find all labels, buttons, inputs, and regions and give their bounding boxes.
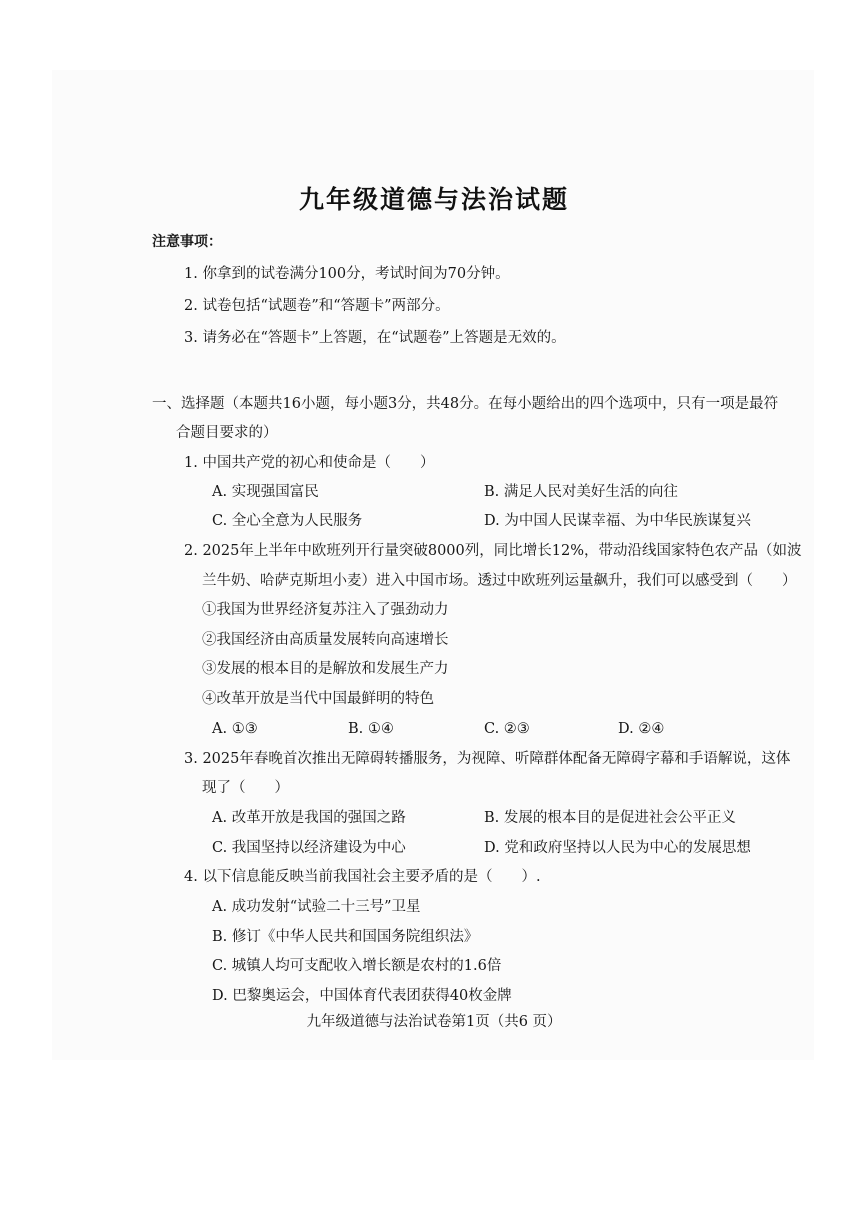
q1-option-c: C. 全心全意为人民服务 <box>212 513 363 529</box>
q4-option-c: C. 城镇人均可支配收入增长额是农村的1.6倍 <box>212 958 502 974</box>
q1-stem: 1. 中国共产党的初心和使命是（ ） <box>184 455 435 471</box>
q3-option-d: D. 党和政府坚持以人民为中心的发展思想 <box>484 840 751 856</box>
q1-option-b: B. 满足人民对美好生活的向往 <box>484 484 678 500</box>
q2-option-c: C. ②③ <box>484 721 530 737</box>
q3-option-b: B. 发展的根本目的是促进社会公平正义 <box>484 810 736 826</box>
page-title: 九年级道德与法治试题 <box>298 185 569 214</box>
q3-stem-cont: 现了（ ） <box>202 780 289 796</box>
notice-item-2: 2. 试卷包括“试题卷”和“答题卡”两部分。 <box>184 298 450 314</box>
q4-option-b: B. 修订《中华人民共和国国务院组织法》 <box>212 929 479 945</box>
paper-sheet <box>52 70 814 1060</box>
q2-stem: 2. 2025年上半年中欧班列开行量突破8000列，同比增长12%，带动沿线国家特色农产品（如波 <box>184 543 802 559</box>
notice-heading: 注意事项： <box>152 234 222 250</box>
q2-statement-3: ③发展的根本目的是解放和发展生产力 <box>202 661 449 677</box>
section-heading-cont: 合题目要求的） <box>176 425 278 441</box>
q2-statement-2: ②我国经济由高质量发展转向高速增长 <box>202 632 449 648</box>
q2-option-b: B. ①④ <box>348 721 394 737</box>
q3-option-a: A. 改革开放是我国的强国之路 <box>212 810 406 826</box>
page-footer: 九年级道德与法治试卷第1页（共6 页） <box>306 1014 562 1030</box>
q2-stem-cont: 兰牛奶、哈萨克斯坦小麦）进入中国市场。透过中欧班列运量飙升，我们可以感受到（ ） <box>202 573 797 589</box>
notice-item-1: 1. 你拿到的试卷满分100分，考试时间为70分钟。 <box>184 266 510 282</box>
q2-option-d: D. ②④ <box>618 721 665 737</box>
q3-option-c: C. 我国坚持以经济建设为中心 <box>212 840 406 856</box>
q4-stem: 4. 以下信息能反映当前我国社会主要矛盾的是（ ）. <box>184 869 541 885</box>
q1-option-a: A. 实现强国富民 <box>212 484 319 500</box>
q3-stem: 3. 2025年春晚首次推出无障碍转播服务，为视障、听障群体配备无障碍字幕和手语解说，这体 <box>184 751 791 767</box>
q1-option-d: D. 为中国人民谋幸福、为中华民族谋复兴 <box>484 513 751 529</box>
section-heading: 一、选择题（本题共16小题，每小题3分，共48分。在每小题给出的四个选项中，只有一项是最符 <box>152 396 779 412</box>
q2-statement-1: ①我国为世界经济复苏注入了强劲动力 <box>202 602 449 618</box>
q4-option-a: A. 成功发射“试验二十三号”卫星 <box>212 899 421 915</box>
notice-item-3: 3. 请务必在“答题卡”上答题，在“试题卷”上答题是无效的。 <box>184 330 566 346</box>
q4-option-d: D. 巴黎奥运会，中国体育代表团获得40枚金牌 <box>212 988 512 1004</box>
q2-option-a: A. ①③ <box>212 721 258 737</box>
q2-statement-4: ④改革开放是当代中国最鲜明的特色 <box>202 691 434 707</box>
